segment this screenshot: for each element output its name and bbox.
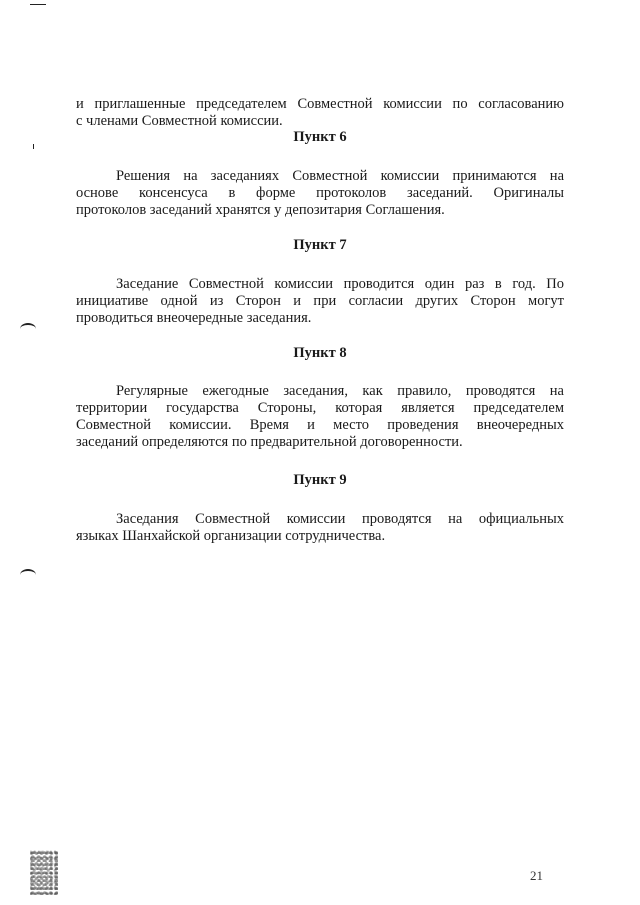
continuation-paragraph — [76, 96, 564, 130]
text-line: Заседания Совместной комиссии проводятся на официальных — [116, 511, 564, 527]
text-line: территории государства Стороны, которая является председателем — [76, 400, 564, 416]
text-line: Регулярные ежегодные заседания, как правило, проводятся на — [116, 383, 564, 399]
text-line: основе консенсуса в форме протоколов заседаний. Оригиналы — [76, 185, 564, 201]
section-heading-8: Пункт 8 — [293, 345, 347, 361]
text-line: заседаний определяются по предварительной договоренности. — [76, 434, 463, 450]
scan-arc-lower — [20, 569, 36, 581]
section-heading-6: Пункт 6 — [293, 129, 347, 145]
section-paragraph-9 — [76, 511, 564, 545]
text-line: Совместной комиссии. Время и место проведения внеочередных — [76, 417, 564, 433]
text-line: проводиться внеочередные заседания. — [76, 310, 312, 326]
text-line: Решения на заседаниях Совместной комиссии принимаются на — [116, 168, 564, 184]
page-number: 21 — [530, 868, 543, 883]
section-paragraph-8 — [76, 383, 564, 451]
text-line: Заседание Совместной комиссии проводится один раз в год. По — [116, 276, 564, 292]
section-paragraph-7 — [76, 276, 564, 327]
text-line: инициативе одной из Сторон и при согласии других Сторон могут — [76, 293, 564, 309]
text-line: и приглашенные председателем Совместной комиссии по согласованию — [76, 96, 564, 112]
text-line: языках Шанхайской организации сотрудничества. — [76, 528, 386, 544]
text-line: протоколов заседаний хранятся у депозитария Соглашения. — [76, 202, 445, 218]
scan-arc-upper — [20, 323, 36, 335]
section-heading-7: Пункт 7 — [293, 237, 347, 253]
section-paragraph-6 — [76, 168, 564, 219]
scan-mark-top — [30, 4, 46, 5]
text-line: с членами Совместной комиссии. — [76, 113, 283, 129]
section-heading-9: Пункт 9 — [293, 472, 347, 488]
scan-noise — [30, 850, 58, 895]
